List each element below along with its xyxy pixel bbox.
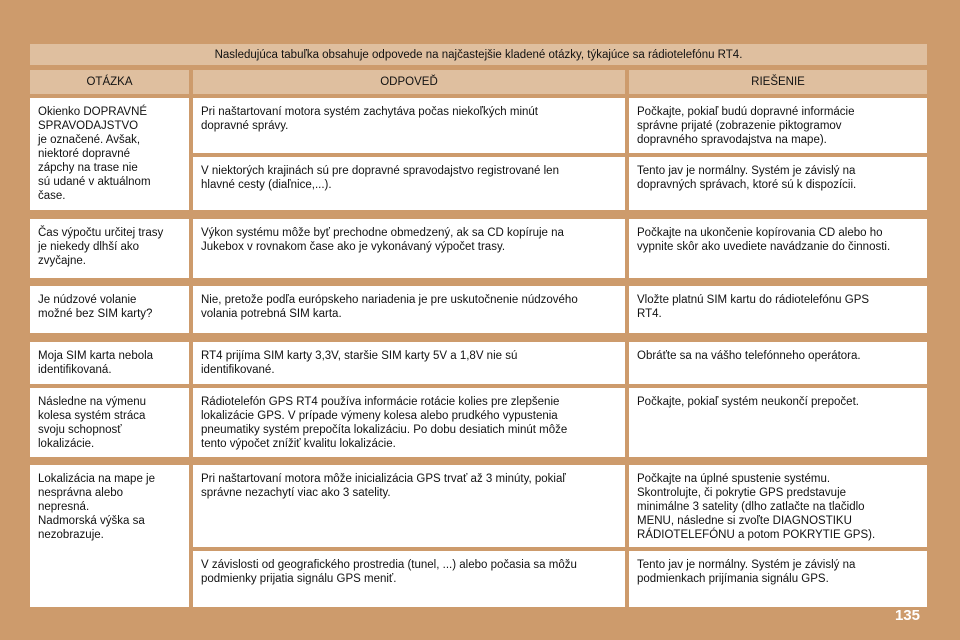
table-intro-banner: Nasledujúca tabuľka obsahuje odpovede na najčastejšie kladené otázky, týkajúce sa rádiotelefónu RT4. bbox=[30, 44, 927, 65]
answer-cell: Pri naštartovaní motora môže inicializácia GPS trvať až 3 minúty, pokiaľ správne nezachytí viac ako 3 satelity. bbox=[193, 465, 625, 547]
column-header-answer: ODPOVEĎ bbox=[193, 70, 625, 94]
question-cell: Čas výpočtu určitej trasy je niekedy dlhší ako zvyčajne. bbox=[30, 219, 189, 278]
question-cell: Následne na výmenu kolesa systém stráca svoju schopnosť lokalizácie. bbox=[30, 388, 189, 457]
question-cell: Okienko DOPRAVNÉ SPRAVODAJSTVO je označené. Avšak, niektoré dopravné zápchy na trase nie sú udané v aktuálnom čase. bbox=[30, 98, 189, 210]
solution-cell: Vložte platnú SIM kartu do rádiotelefónu GPS RT4. bbox=[629, 286, 927, 333]
answer-cell: Nie, pretože podľa európskeho nariadenia je pre uskutočnenie núdzového volania potrebná SIM karta. bbox=[193, 286, 625, 333]
answer-cell: Pri naštartovaní motora systém zachytáva počas niekoľkých minút dopravné správy. bbox=[193, 98, 625, 153]
answer-cell: V niektorých krajinách sú pre dopravné spravodajstvo registrované len hlavné cesty (diaľnice,...). bbox=[193, 157, 625, 210]
answer-cell: Výkon systému môže byť prechodne obmedzený, ak sa CD kopíruje na Jukebox v rovnakom čase ako je vykonávaný výpočet trasy. bbox=[193, 219, 625, 278]
question-cell: Moja SIM karta nebola identifikovaná. bbox=[30, 342, 189, 384]
question-cell: Je núdzové volanie možné bez SIM karty? bbox=[30, 286, 189, 333]
question-cell: Lokalizácia na mape je nesprávna alebo nepresná. Nadmorská výška sa nezobrazuje. bbox=[30, 465, 189, 607]
answer-cell: V závislosti od geografického prostredia (tunel, ...) alebo počasia sa môžu podmienky prijatia signálu GPS meniť. bbox=[193, 551, 625, 607]
solution-cell: Počkajte na ukončenie kopírovania CD alebo ho vypnite skôr ako uvediete navádzanie do činnosti. bbox=[629, 219, 927, 278]
solution-cell: Tento jav je normálny. Systém je závislý na podmienkach prijímania signálu GPS. bbox=[629, 551, 927, 607]
answer-cell: Rádiotelefón GPS RT4 používa informácie rotácie kolies pre zlepšenie lokalizácie GPS. V prípade výmeny kolesa alebo prudkého vypustenia pneumatiky systém prepočíta lokalizáciu. Po dobu desiatich minút môže tento výpočet znížiť kvalitu lokalizácie. bbox=[193, 388, 625, 457]
answer-cell: RT4 prijíma SIM karty 3,3V, staršie SIM karty 5V a 1,8V nie sú identifikované. bbox=[193, 342, 625, 384]
solution-cell: Tento jav je normálny. Systém je závislý na dopravných správach, ktoré sú k dispozícii. bbox=[629, 157, 927, 210]
solution-cell: Počkajte, pokiaľ budú dopravné informácie správne prijaté (zobrazenie piktogramov dopravného spravodajstva na mape). bbox=[629, 98, 927, 153]
solution-cell: Počkajte, pokiaľ systém neukončí prepočet. bbox=[629, 388, 927, 457]
column-header-solution: RIEŠENIE bbox=[629, 70, 927, 94]
solution-cell: Obráťte sa na vášho telefónneho operátora. bbox=[629, 342, 927, 384]
solution-cell: Počkajte na úplné spustenie systému. Skontrolujte, či pokrytie GPS predstavuje minimálne 3 satelity (dlho zatlačte na tlačidlo MENU, následne si zvoľte DIAGNOSTIKU RÁDIOTELEFÓNU a potom POKRYTIE GPS). bbox=[629, 465, 927, 547]
column-header-question: OTÁZKA bbox=[30, 70, 189, 94]
page-number: 135 bbox=[894, 607, 920, 624]
